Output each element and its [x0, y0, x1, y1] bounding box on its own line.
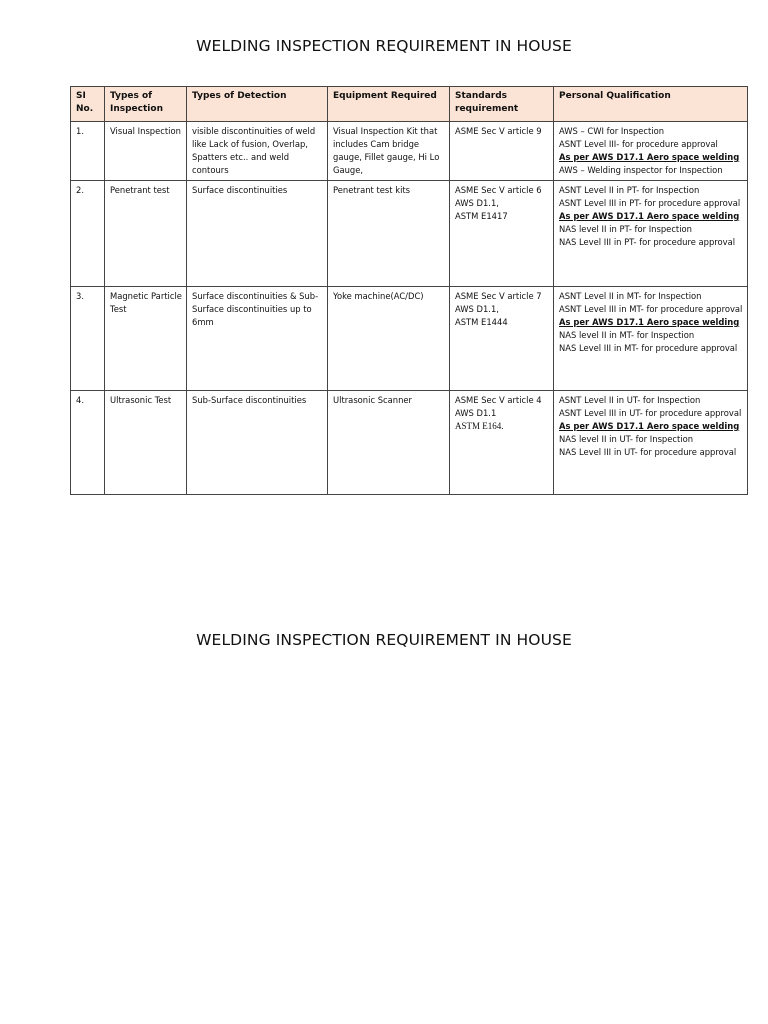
cell-standards — [450, 122, 554, 181]
cell-si-no: 3. — [71, 287, 105, 391]
cell-type: Magnetic Particle Test — [105, 287, 187, 391]
header-personal-qualification: Personal Qualification — [554, 87, 748, 122]
standard-line: ASME Sec V article 7 — [455, 291, 542, 301]
qualification-line: AWS – Welding inspector for Inspection — [559, 165, 723, 175]
table-header-row — [71, 87, 748, 122]
qualification-line: ASNT Level III- for procedure approval — [559, 139, 718, 149]
cell-type: Penetrant test — [105, 181, 187, 287]
standard-line: AWS D1.1, — [455, 198, 499, 208]
standard-line: ASME Sec V article 4 — [455, 395, 542, 405]
document-title-repeat: WELDING INSPECTION REQUIREMENT IN HOUSE — [196, 631, 572, 649]
header-types-of-inspection: Types of Inspection — [105, 87, 187, 122]
cell-qualification — [554, 391, 748, 495]
cell-detection: visible discontinuities of weld like Lack of fusion, Overlap, Spatters etc.. and weld contours — [187, 122, 328, 181]
standard-line: ASTM E164. — [455, 421, 504, 431]
qualification-line: NAS level II in UT- for Inspection — [559, 434, 694, 444]
cell-standards — [450, 287, 554, 391]
standard-line: ASME Sec V article 6 — [455, 185, 542, 195]
cell-si-no: 4. — [71, 391, 105, 495]
document-title: WELDING INSPECTION REQUIREMENT IN HOUSE — [196, 37, 572, 55]
header-equipment-required: Equipment Required — [328, 87, 450, 122]
qualification-line: ASNT Level II in MT- for Inspection — [559, 291, 702, 301]
qualification-line: ASNT Level III in PT- for procedure approval — [559, 198, 741, 208]
qualification-aws-d17-note: As per AWS D17.1 Aero space welding — [559, 152, 740, 162]
standard-line: ASTM E1444 — [455, 317, 508, 327]
qualification-line: NAS level II in PT- for Inspection — [559, 224, 692, 234]
cell-detection: Surface discontinuities & Sub-Surface discontinuities up to 6mm — [187, 287, 328, 391]
cell-standards — [450, 391, 554, 495]
table-row — [71, 181, 748, 287]
header-standards-requirement: Standards requirement — [450, 87, 554, 122]
qualification-line: NAS level II in MT- for Inspection — [559, 330, 695, 340]
qualification-line: AWS – CWI for Inspection — [559, 126, 665, 136]
cell-type: Visual Inspection — [105, 122, 187, 181]
cell-qualification — [554, 287, 748, 391]
qualification-aws-d17-note: As per AWS D17.1 Aero space welding — [559, 317, 740, 327]
qualification-line: ASNT Level II in PT- for Inspection — [559, 185, 700, 195]
cell-qualification — [554, 122, 748, 181]
cell-equipment: Yoke machine(AC/DC) — [328, 287, 450, 391]
cell-equipment: Visual Inspection Kit that includes Cam bridge gauge, Fillet gauge, Hi Lo Gauge, — [328, 122, 450, 181]
qualification-aws-d17-note: As per AWS D17.1 Aero space welding — [559, 421, 740, 431]
standard-line: ASTM E1417 — [455, 211, 508, 221]
cell-si-no: 1. — [71, 122, 105, 181]
qualification-aws-d17-note: As per AWS D17.1 Aero space welding — [559, 211, 740, 221]
cell-si-no: 2. — [71, 181, 105, 287]
qualification-line: ASNT Level III in UT- for procedure approval — [559, 408, 742, 418]
table-row — [71, 122, 748, 181]
standard-line: AWS D1.1, — [455, 304, 499, 314]
qualification-line: NAS Level III in MT- for procedure approval — [559, 343, 738, 353]
inspection-table — [70, 86, 748, 495]
qualification-line: ASNT Level III in MT- for procedure approval — [559, 304, 743, 314]
table-row — [71, 287, 748, 391]
cell-detection: Surface discontinuities — [187, 181, 328, 287]
standard-line: ASME Sec V article 9 — [455, 126, 542, 136]
standard-line: AWS D1.1 — [455, 408, 497, 418]
cell-standards — [450, 181, 554, 287]
cell-qualification — [554, 181, 748, 287]
cell-detection: Sub-Surface discontinuities — [187, 391, 328, 495]
table-row — [71, 391, 748, 495]
cell-type: Ultrasonic Test — [105, 391, 187, 495]
cell-equipment: Penetrant test kits — [328, 181, 450, 287]
qualification-line: ASNT Level II in UT- for Inspection — [559, 395, 701, 405]
qualification-line: NAS Level III in UT- for procedure approval — [559, 447, 737, 457]
cell-equipment: Ultrasonic Scanner — [328, 391, 450, 495]
qualification-line: NAS Level III in PT- for procedure approval — [559, 237, 736, 247]
header-si-no: SI No. — [71, 87, 105, 122]
header-types-of-detection: Types of Detection — [187, 87, 328, 122]
